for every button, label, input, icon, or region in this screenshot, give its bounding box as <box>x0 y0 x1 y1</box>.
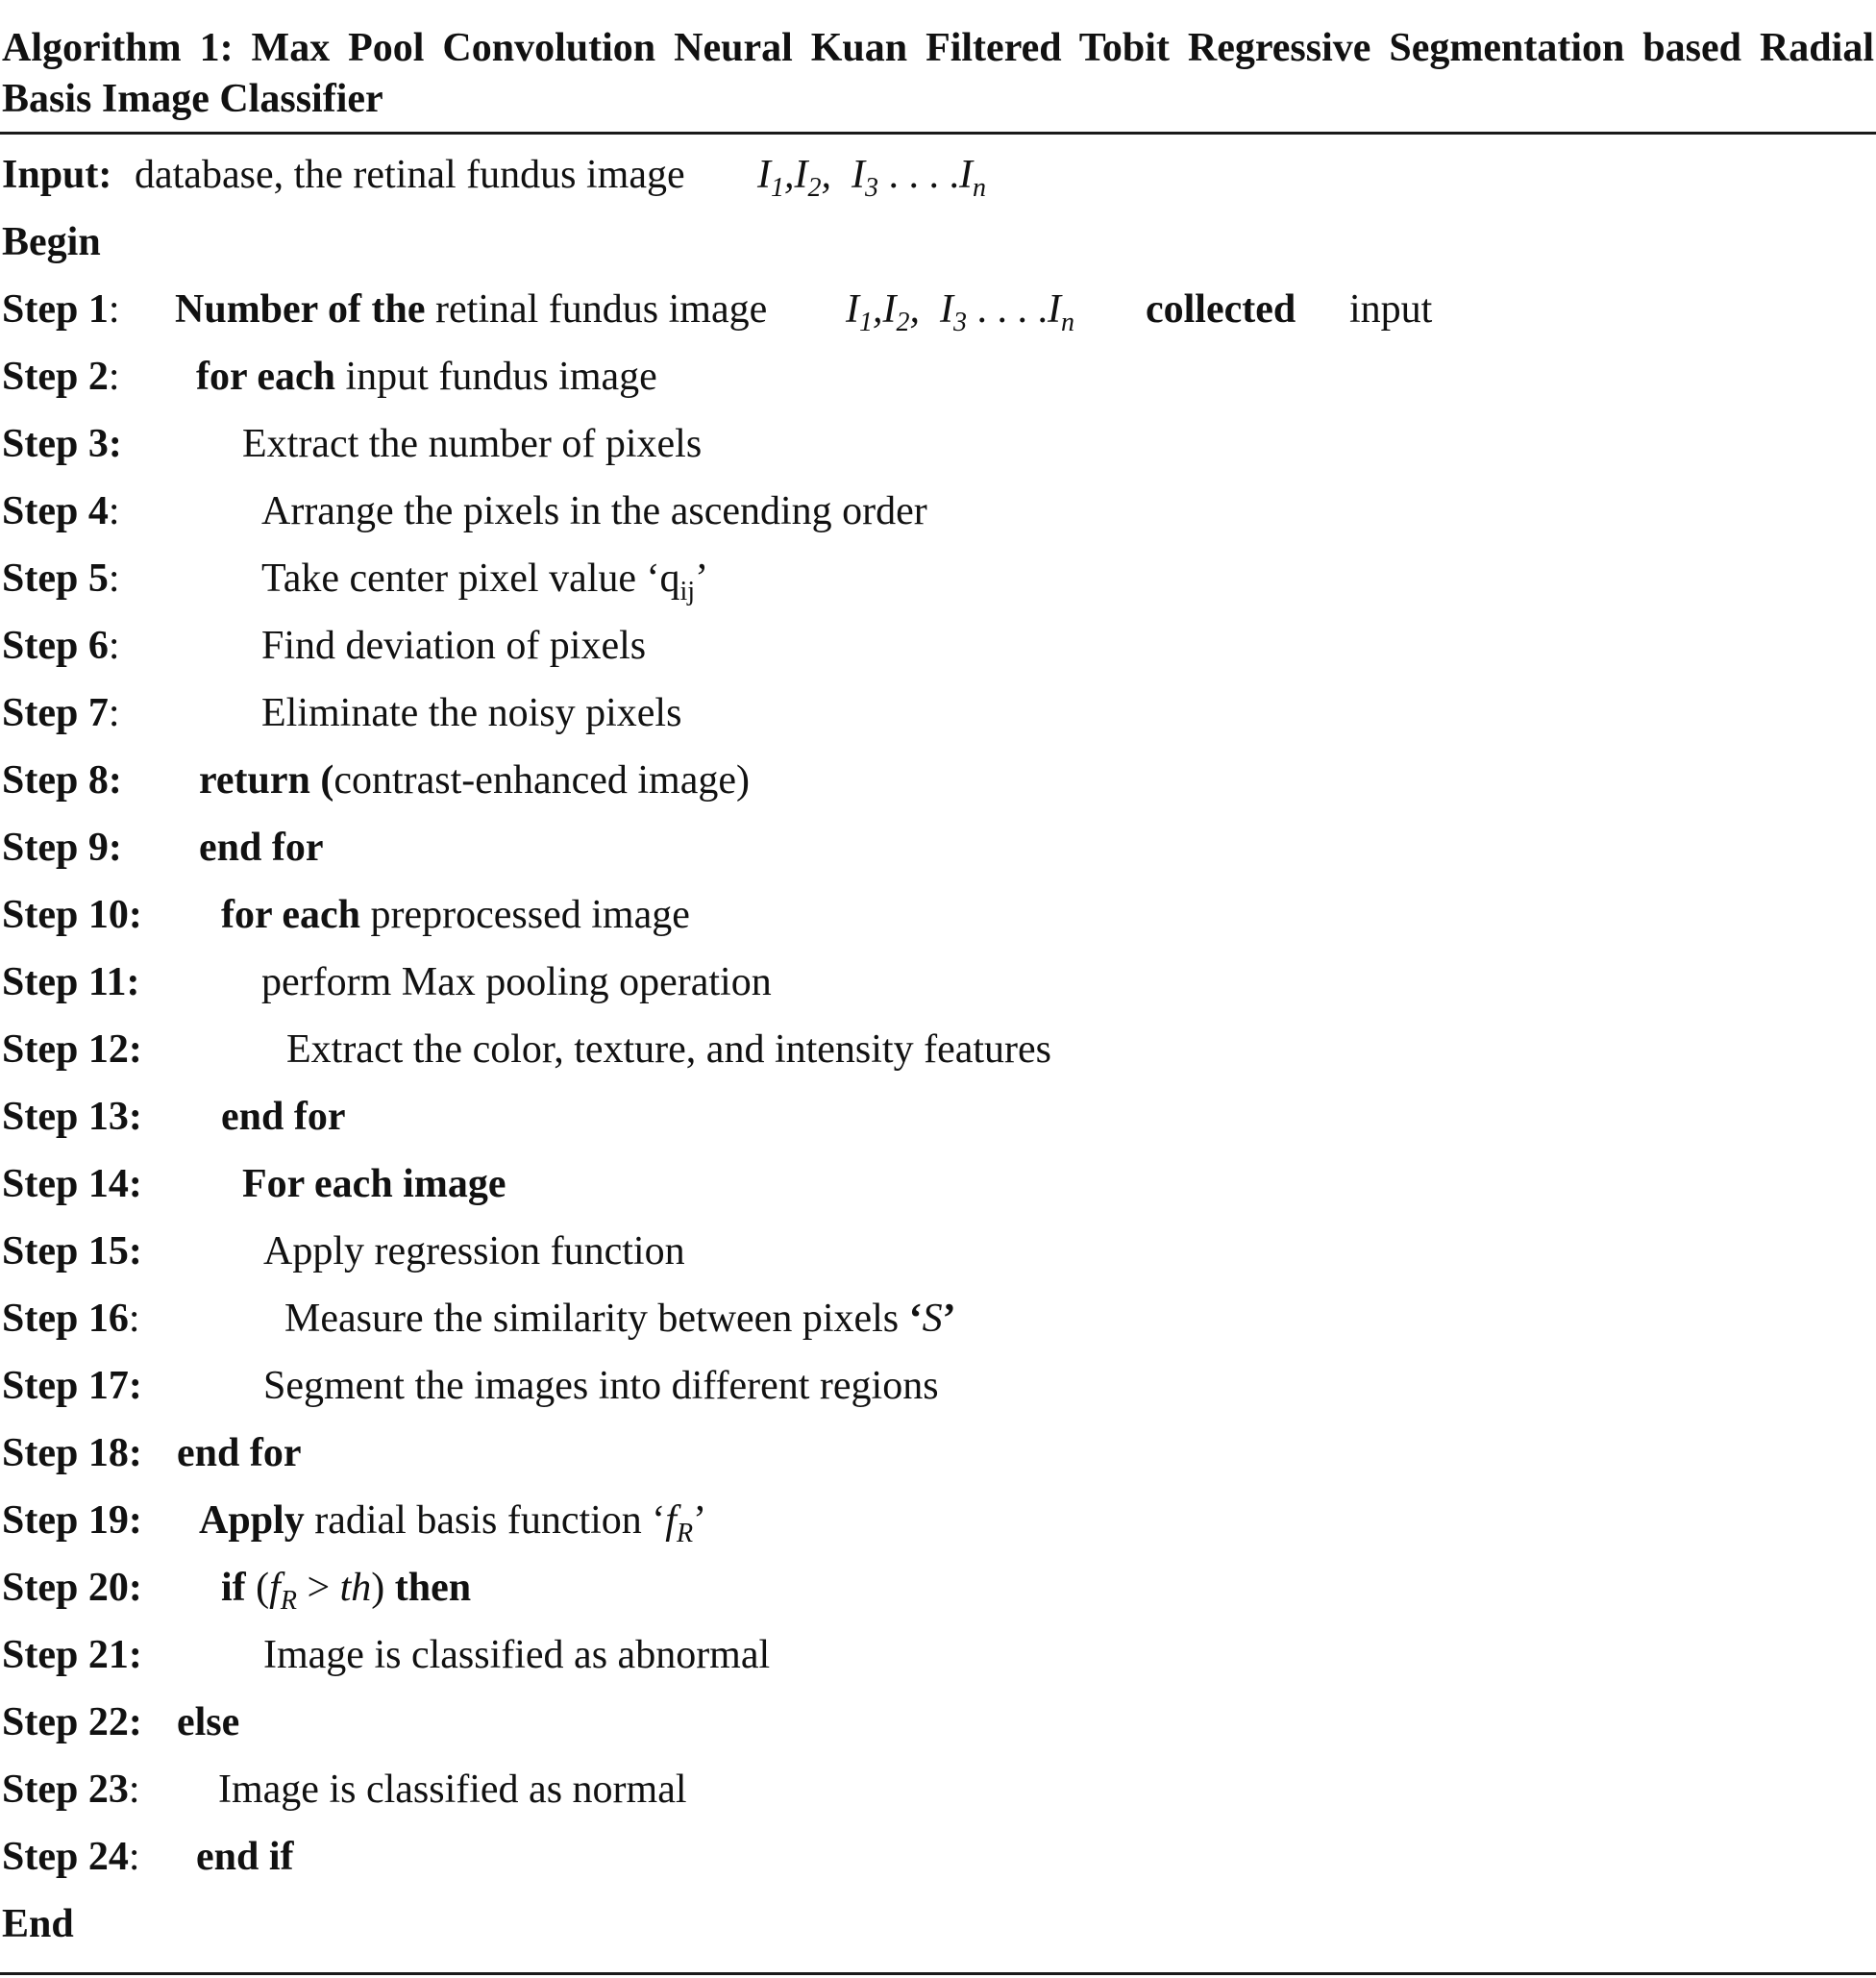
step-text: Take center pixel value ‘q <box>261 556 680 601</box>
step-label: Step 10 <box>2 893 129 937</box>
step-label: Step 7 <box>2 691 109 735</box>
step-text: Extract the number of pixels <box>242 422 703 466</box>
step-label: Step 4 <box>2 489 109 533</box>
step-text: contrast-enhanced image) <box>333 758 750 803</box>
step-text: retinal fundus image <box>425 287 768 332</box>
i3-sub: 3 <box>865 173 878 203</box>
in-sub: n <box>973 173 986 203</box>
step-text: Image is classified as abnormal <box>263 1633 771 1677</box>
step-label: Step 1 <box>2 287 109 332</box>
step-keyword-collected: collected <box>1146 287 1296 332</box>
step-subscript: ij <box>679 577 696 606</box>
step-variable: f <box>665 1498 677 1543</box>
input-sequence: $I_1,I_2$, $I_3$ . . . $.I_n$ <box>757 153 986 203</box>
step-text: perform Max pooling operation <box>261 960 772 1004</box>
step-keyword: end if <box>196 1835 294 1879</box>
step-keyword: return ( <box>199 758 334 803</box>
begin-keyword: Begin <box>2 220 101 264</box>
input-text: database, the retinal fundus image <box>135 153 685 197</box>
step-label: Step 11 <box>2 960 127 1004</box>
step-keyword: end for <box>221 1095 346 1139</box>
step-text-input: input <box>1349 287 1433 332</box>
step-label: Step 15 <box>2 1229 129 1273</box>
step-label: Step 3 <box>2 422 109 466</box>
step-text: Measure the similarity between pixels <box>284 1297 909 1341</box>
step-keyword: if <box>221 1566 246 1610</box>
step-label: Step 16 <box>2 1297 129 1341</box>
step-text: Segment the images into different regions <box>263 1364 939 1408</box>
step-label: Step 18 <box>2 1431 129 1475</box>
step-label: Step 5 <box>2 556 109 601</box>
step-label: Step 17 <box>2 1364 129 1408</box>
input-label: Input: <box>2 153 112 197</box>
step-label: Step 24 <box>2 1835 129 1879</box>
step-label: Step 2 <box>2 355 109 399</box>
step-keyword: Apply <box>199 1498 305 1543</box>
step-text: Eliminate the noisy pixels <box>261 691 682 735</box>
step-label: Step 12 <box>2 1027 129 1072</box>
step-text: Extract the color, texture, and intensity features <box>286 1027 1052 1072</box>
step-keyword: for each <box>196 355 336 399</box>
step-keyword: Number of the <box>175 287 426 332</box>
i3: I <box>852 153 865 197</box>
step-text: preprocessed image <box>360 893 690 937</box>
step-label: Step 19 <box>2 1498 129 1543</box>
step-keyword: For each image <box>242 1162 506 1206</box>
algorithm-document: Algorithm 1: Max Pool Convolution Neural Kuan Filtered Tobit Regressive Segmentation based Radial Basis Image Classifier Input: database, the retinal fundus image $I_1,I_2$, $I_3$ . . . $.I_n$ Begin Step 1: Number of the retinal fundus image $I_1,I_2$, $I_3$ . . . $.I_n$ collected input Step 2: for each input fundus image Step 3: Extract the number of pixels Step 4: Arrange the pixels in the ascending order Step 5: Take center pixel value ‘$q_{ij}$’ Step 6: Find deviation of pixels Step 7: Eliminate the noisy pixels Step 8: return (contrast-enhanced image) Step 9: end for Step 10: for each preprocessed image Step 11: perform Max pooling operation Step 12: Extract the color, texture, and intensity features Step 13: end for Step 14: For each image Step 15: Apply regression function Step 16: Measure the similarity between pixels ‘S’ Step 17: Segment the images into different regions Step 18: end for Step 19: Apply radial basis function ‘$f_R$’ Step 20: if $(f_R > th)$ then Step 21: Image is classified as abnormal Step 22: else Step 23: Image is classified as normal Step 24: end if End <box>0 0 1876 1978</box>
end-keyword: End <box>2 1902 74 1946</box>
step-variable: S <box>922 1297 943 1341</box>
step1-sequence: $I_1,I_2$, $I_3$ . . . $.I_n$ <box>846 287 1074 337</box>
step-keyword: else <box>177 1700 240 1744</box>
step-keyword: end for <box>177 1431 302 1475</box>
step-text: input fundus image <box>335 355 657 399</box>
dots: . . . . <box>888 153 959 197</box>
step-text: Arrange the pixels in the ascending order <box>261 489 927 533</box>
step-label: Step 23 <box>2 1768 129 1812</box>
step-label: Step 9 <box>2 826 109 870</box>
step-label: Step 21 <box>2 1633 129 1677</box>
step-variable: f <box>269 1566 281 1610</box>
step-text: Apply regression function <box>263 1229 685 1273</box>
in: I <box>959 153 973 197</box>
i1: I <box>757 153 771 197</box>
step-label: Step 13 <box>2 1095 129 1139</box>
step-text: radial basis function ‘ <box>304 1498 666 1543</box>
step-keyword: end for <box>199 826 324 870</box>
step-label: Step 14 <box>2 1162 129 1206</box>
step-text: Find deviation of pixels <box>261 624 647 668</box>
step-text: Image is classified as normal <box>218 1768 687 1812</box>
step-label: Step 8 <box>2 758 109 803</box>
i2-sub: 2 <box>807 173 822 203</box>
top-rule <box>0 132 1876 135</box>
i1-sub: 1 <box>771 173 784 203</box>
step-keyword: for each <box>221 893 361 937</box>
step-label: Step 22 <box>2 1700 129 1744</box>
i2: I <box>794 153 808 197</box>
step-label: Step 20 <box>2 1566 129 1610</box>
bottom-rule <box>0 1972 1876 1975</box>
algorithm-title: Algorithm 1: Max Pool Convolution Neural Kuan Filtered Tobit Regressive Segmentation based Radial Basis Image Classifier <box>2 26 1874 121</box>
step-label: Step 6 <box>2 624 109 668</box>
